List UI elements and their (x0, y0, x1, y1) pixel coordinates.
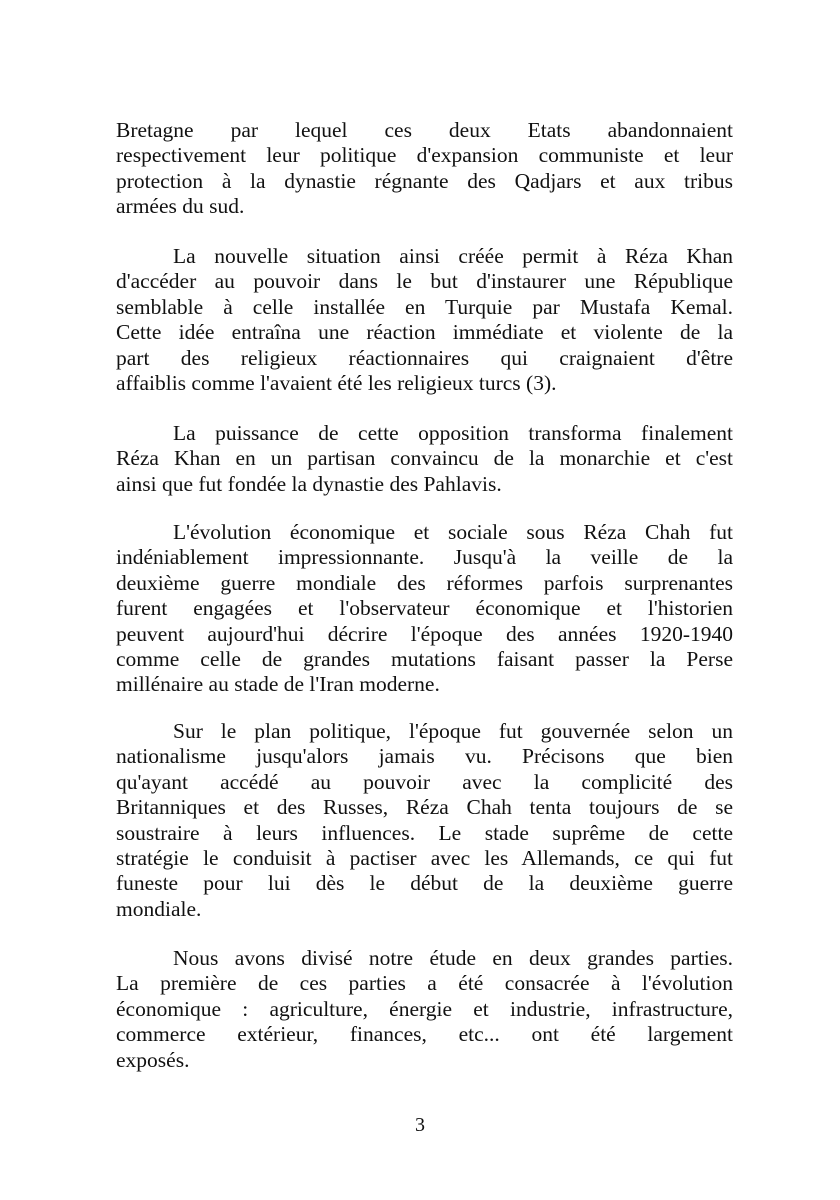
paragraph-line: indéniablement impressionnante. Jusqu'à la veille de la (116, 545, 733, 570)
paragraph-line: peuvent aujourd'hui décrire l'époque des années 1920-1940 (116, 621, 733, 646)
paragraph-line: soustraire à leurs influences. Le stade suprême de cette (116, 820, 733, 845)
paragraph-line: semblable à celle installée en Turquie par Mustafa Kemal. (116, 294, 733, 319)
paragraph-line: armées du sud. (116, 194, 245, 219)
paragraph-line: furent engagées et l'observateur économique et l'historien (116, 596, 733, 621)
paragraph (116, 421, 733, 497)
paragraph-line: Cette idée entraîna une réaction immédiate et violente de la (116, 320, 733, 345)
paragraph (116, 946, 733, 1073)
paragraph-line: économique : agriculture, énergie et industrie, infrastructure, (116, 996, 733, 1021)
paragraph-line: nationalisme jusqu'alors jamais vu. Précisons que bien (116, 744, 733, 769)
paragraph-line: affaiblis comme l'avaient été les religieux turcs (3). (116, 371, 557, 396)
paragraph-line: ainsi que fut fondée la dynastie des Pahlavis. (116, 471, 502, 496)
paragraph-line: Bretagne par lequel ces deux Etats abandonnaient (116, 118, 733, 142)
paragraph (116, 719, 733, 922)
paragraph-line: respectivement leur politique d'expansion communiste et leur (116, 143, 733, 168)
paragraph-line: funeste pour lui dès le début de la deuxième guerre (116, 871, 733, 896)
paragraph-line: Britanniques et des Russes, Réza Chah tenta toujours de se (116, 795, 733, 820)
paragraph-line: commerce extérieur, finances, etc... ont été largement (116, 1022, 733, 1047)
paragraph-line: deuxième guerre mondiale des réformes parfois surprenantes (116, 570, 733, 595)
paragraph-line: La nouvelle situation ainsi créée permit à Réza Khan (173, 244, 733, 268)
paragraph-line: mondiale. (116, 896, 202, 921)
paragraph-line: comme celle de grandes mutations faisant passer la Perse (116, 647, 733, 672)
page-number: 3 (415, 1114, 425, 1136)
paragraph-line: protection à la dynastie régnante des Qadjars et aux tribus (116, 168, 733, 193)
paragraph-line: La puissance de cette opposition transforma finalement (173, 421, 733, 445)
paragraph-line: L'évolution économique et sociale sous Réza Chah fut (173, 520, 733, 544)
paragraph-line: d'accéder au pouvoir dans le but d'instaurer une République (116, 269, 733, 294)
paragraph-line: exposés. (116, 1047, 190, 1072)
paragraph-line: millénaire au stade de l'Iran moderne. (116, 672, 440, 697)
paragraph-line: Sur le plan politique, l'époque fut gouvernée selon un (173, 719, 733, 743)
paragraph-line: Nous avons divisé notre étude en deux grandes parties. (173, 946, 733, 970)
paragraph (116, 244, 733, 396)
paragraph-line: qu'ayant accédé au pouvoir avec la complicité des (116, 769, 733, 794)
paragraph-line: stratégie le conduisit à pactiser avec les Allemands, ce qui fut (116, 846, 733, 871)
paragraph-line: part des religieux réactionnaires qui craignaient d'être (116, 345, 733, 370)
paragraph (116, 118, 733, 220)
paragraph (116, 520, 733, 698)
paragraph-line: La première de ces parties a été consacrée à l'évolution (116, 971, 733, 996)
paragraph-line: Réza Khan en un partisan convaincu de la monarchie et c'est (116, 446, 733, 471)
